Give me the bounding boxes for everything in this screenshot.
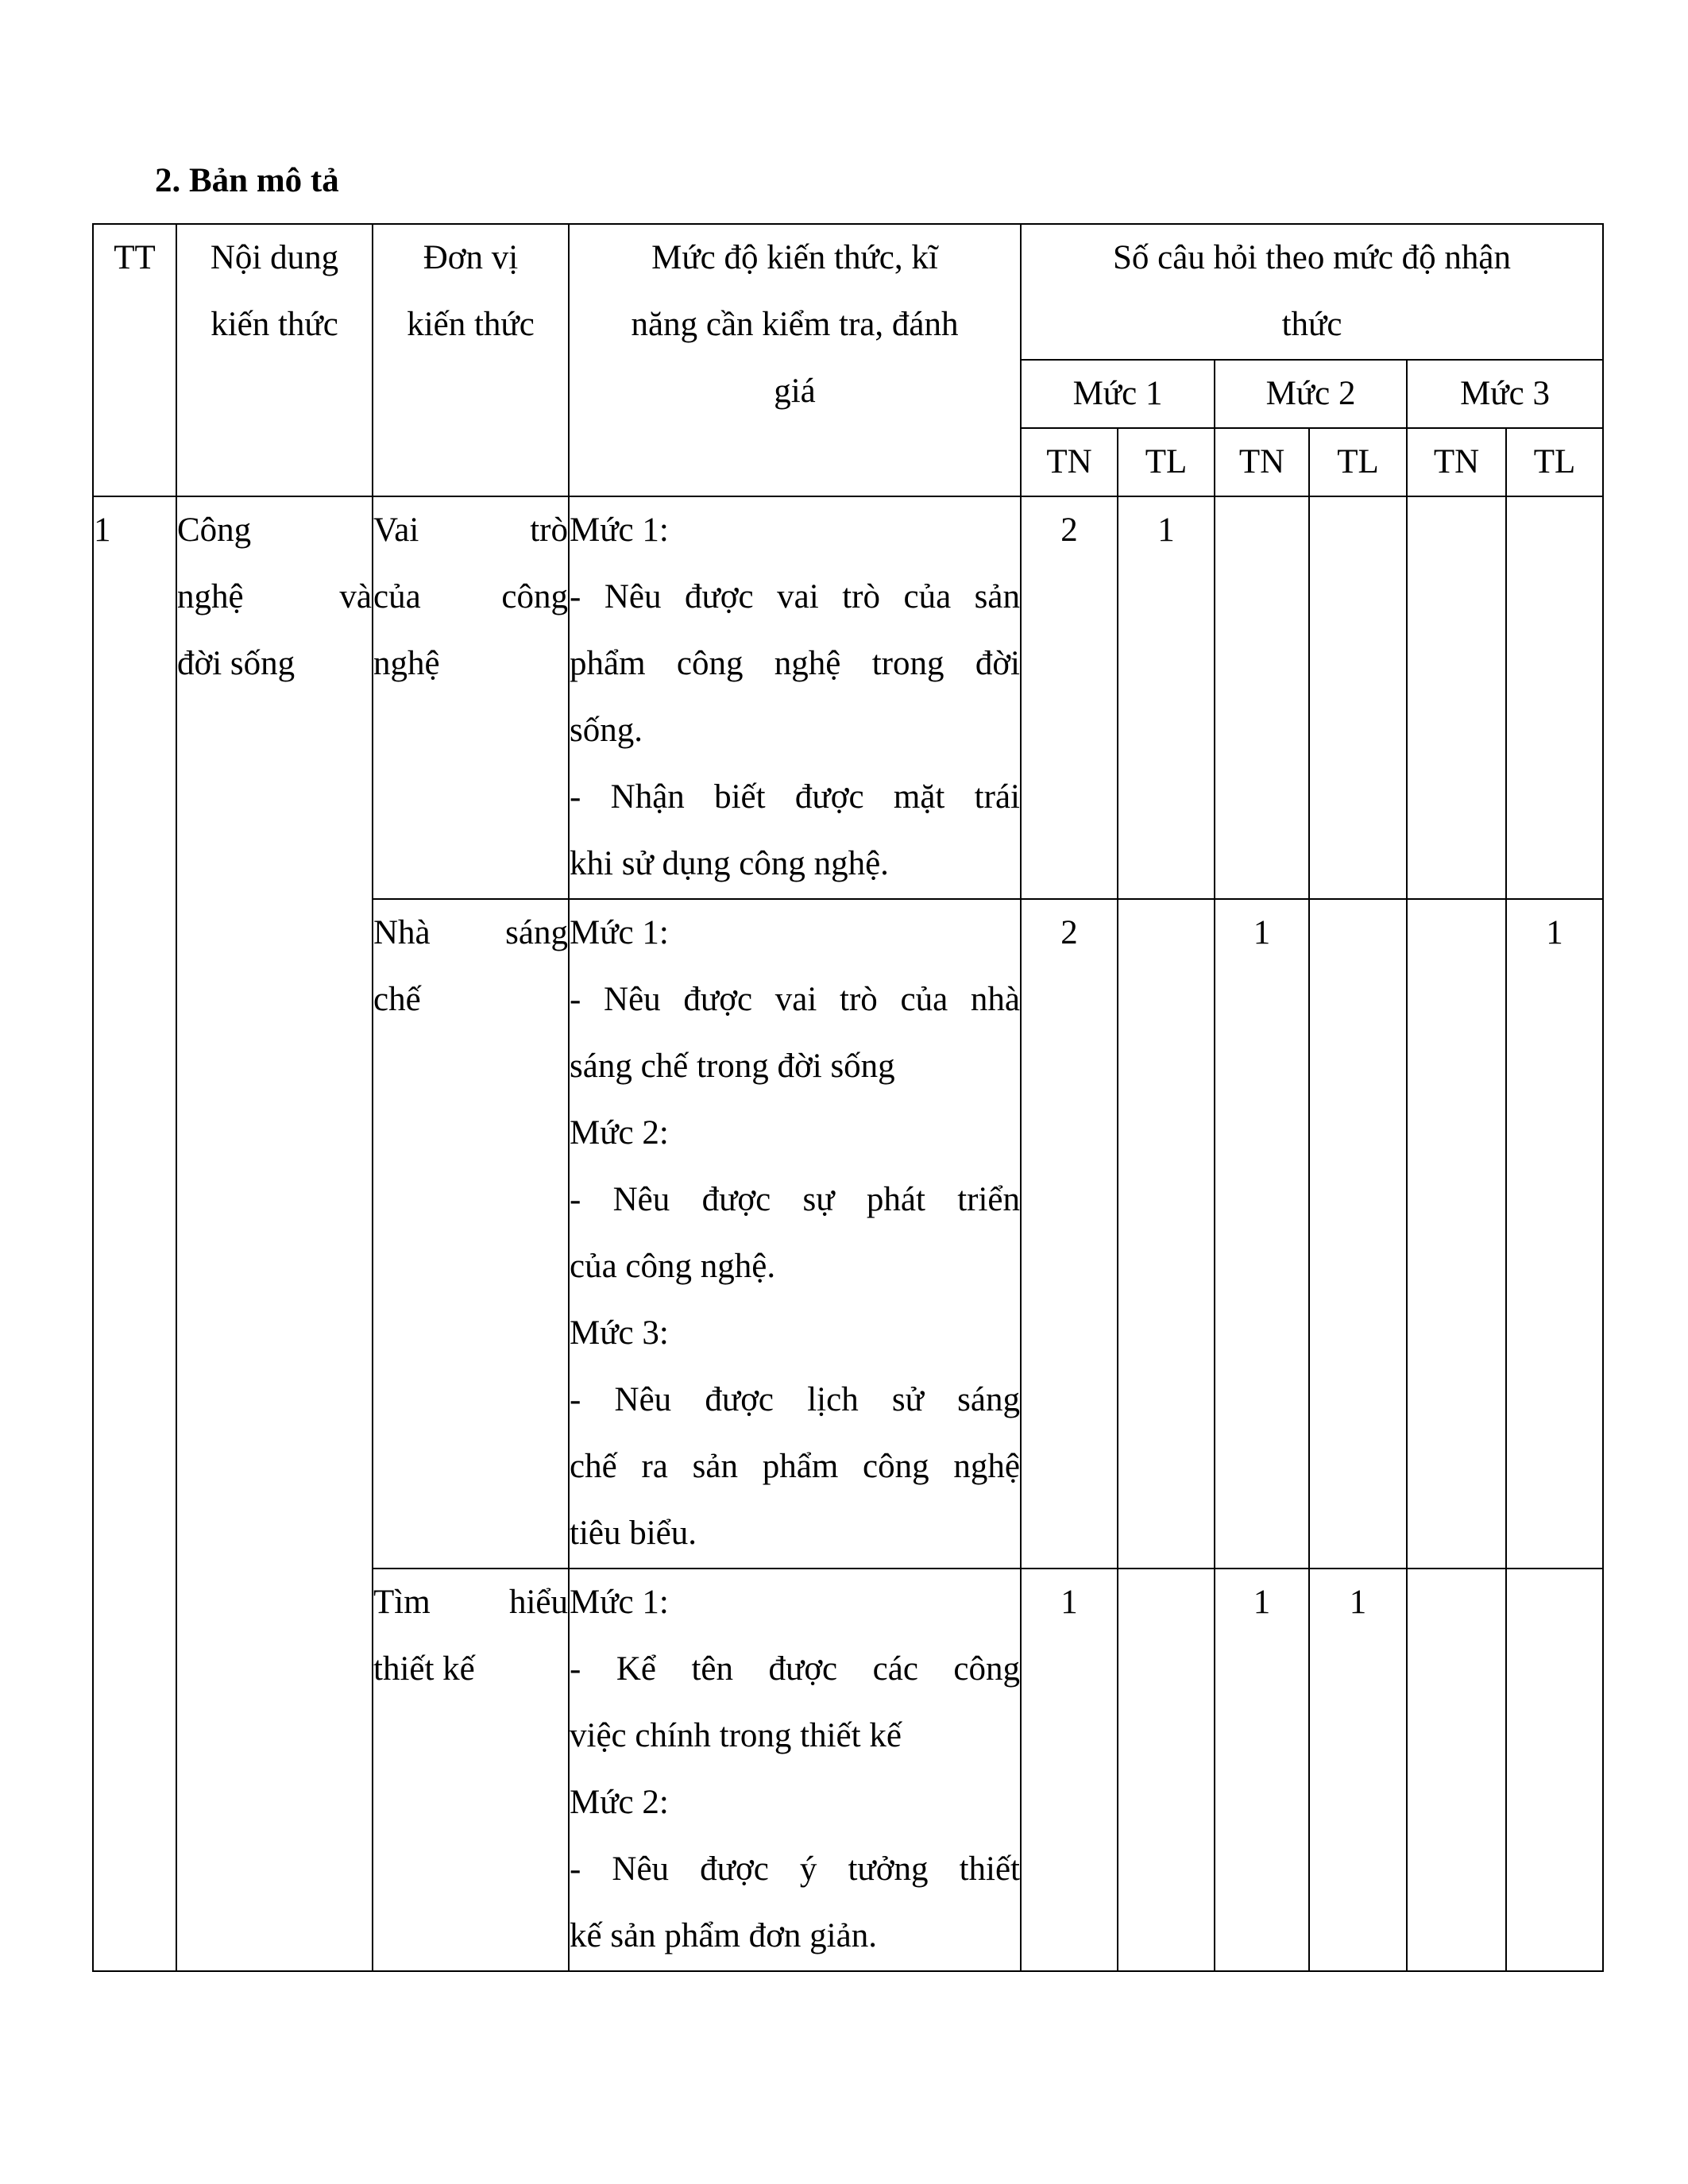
count-cell bbox=[1309, 899, 1407, 1569]
count-cell: 1 bbox=[1506, 899, 1603, 1569]
count-cell bbox=[1407, 1569, 1506, 1971]
level-description: Mức 1: - Nêu được vai trò của nhà sáng chế trong đời sống Mức 2: - Nêu được sự phát triển của công nghệ. Mức 3: - Nêu được lịch sử sáng chế ra sản phẩm công nghệ tiêu biểu. bbox=[569, 899, 1021, 1569]
count-cell: 2 bbox=[1021, 899, 1118, 1569]
header-content: Nội dung kiến thức bbox=[176, 224, 373, 496]
header-subcol-tn: TN bbox=[1407, 428, 1506, 496]
header-subcol-tl: TL bbox=[1118, 428, 1215, 496]
header-subcol-tn: TN bbox=[1021, 428, 1118, 496]
count-cell bbox=[1118, 899, 1215, 1569]
header-subcol-tn: TN bbox=[1215, 428, 1309, 496]
count-cell: 1 bbox=[1021, 1569, 1118, 1971]
header-level-description: Mức độ kiến thức, kĩ năng cần kiểm tra, đánh giá bbox=[569, 224, 1021, 496]
topic-number: 1 bbox=[93, 496, 176, 1971]
header-question-count: Số câu hỏi theo mức độ nhận thức bbox=[1021, 224, 1603, 360]
count-cell bbox=[1118, 1569, 1215, 1971]
header-level-1: Mức 1 bbox=[1021, 360, 1215, 428]
topic-name: Công nghệ và đời sống bbox=[176, 496, 373, 1971]
count-cell: 1 bbox=[1118, 496, 1215, 899]
header-level-2: Mức 2 bbox=[1215, 360, 1407, 428]
count-cell: 1 bbox=[1215, 899, 1309, 1569]
count-cell bbox=[1506, 496, 1603, 899]
count-cell bbox=[1215, 496, 1309, 899]
level-description: Mức 1: - Nêu được vai trò của sản phẩm công nghệ trong đời sống. - Nhận biết được mặt trái khi sử dụng công nghệ. bbox=[569, 496, 1021, 899]
unit-name: Vai trò của công nghệ bbox=[373, 496, 569, 899]
count-cell bbox=[1506, 1569, 1603, 1971]
description-table bbox=[92, 223, 1604, 1972]
table-row bbox=[93, 496, 1603, 899]
header-level-3: Mức 3 bbox=[1407, 360, 1603, 428]
unit-name: Nhà sáng chế bbox=[373, 899, 569, 1569]
count-cell bbox=[1407, 899, 1506, 1569]
header-tt: TT bbox=[93, 224, 176, 496]
unit-name: Tìm hiểu thiết kế bbox=[373, 1569, 569, 1971]
header-subcol-tl: TL bbox=[1309, 428, 1407, 496]
header-unit: Đơn vị kiến thức bbox=[373, 224, 569, 496]
count-cell: 1 bbox=[1215, 1569, 1309, 1971]
level-description: Mức 1: - Kể tên được các công việc chính trong thiết kế Mức 2: - Nêu được ý tưởng thiết kế sản phẩm đơn giản. bbox=[569, 1569, 1021, 1971]
section-heading: 2. Bản mô tả bbox=[155, 162, 339, 199]
count-cell bbox=[1407, 496, 1506, 899]
count-cell bbox=[1309, 496, 1407, 899]
count-cell: 1 bbox=[1309, 1569, 1407, 1971]
header-subcol-tl: TL bbox=[1506, 428, 1603, 496]
count-cell: 2 bbox=[1021, 496, 1118, 899]
